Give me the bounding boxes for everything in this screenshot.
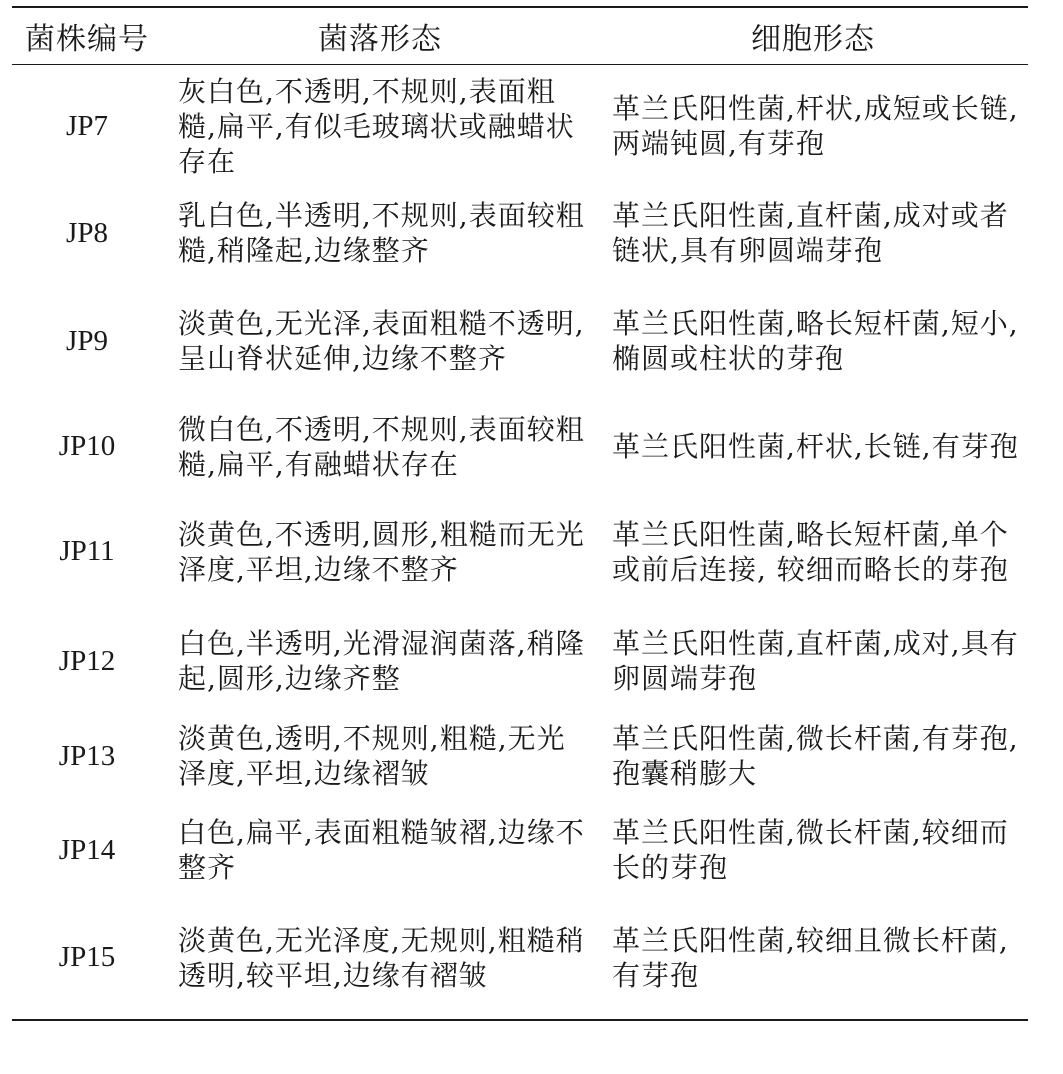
table-row [12,188,1028,279]
table-row [12,279,1028,404]
strain-id-cell: JP8 [66,216,108,249]
strain-id-cell: JP13 [58,739,116,772]
table-row [12,614,1028,709]
strain-id-cell: JP11 [59,535,115,567]
colony-morphology-cell: 淡黄色,无光泽度,无规则,粗糙稍透明,较平坦,边缘有褶皱 [162,897,598,1020]
colony-morphology-cell: 微白色,不透明,不规则,表面较粗糙,扁平,有融蜡状存在 [178,412,585,481]
strain-id-cell: JP10 [58,430,116,462]
table-row [12,490,1028,614]
table-row [12,804,1028,897]
strain-morphology-table [12,6,1028,1021]
colony-morphology-cell: 乳白色,半透明,不规则,表面较粗糙,稍隆起,边缘整齐 [178,199,585,267]
table-row [12,709,1028,804]
strain-id-cell: JP12 [58,644,116,677]
cell-morphology-cell: 革兰氏阳性菌,微长杆菌,有芽孢,孢囊稍膨大 [612,722,1019,790]
table-row [12,897,1028,1020]
colony-morphology-cell: 灰白色,不透明,不规则,表面粗糙,扁平,有似毛玻璃状或融蜡状存在 [178,74,575,178]
header-strain-id: 菌株编号 [12,7,162,65]
colony-morphology-cell: 淡黄色,透明,不规则,粗糙,无光泽度,平坦,边缘褶皱 [178,722,566,790]
table-row [12,65,1028,188]
table-row [12,404,1028,490]
colony-morphology-cell: 白色,半透明,光滑湿润菌落,稍隆起,圆形,边缘齐整 [178,627,585,695]
cell-morphology-cell: 革兰氏阳性菌,杆状,长链,有芽孢 [612,430,1019,463]
cell-morphology-cell: 革兰氏阳性菌,略长短杆菌,单个或前后连接, 较细而略长的芽孢 [612,517,1009,586]
header-cell-morphology: 细胞形态 [598,7,1028,65]
cell-morphology-cell: 革兰氏阳性菌,杆状,成短或长链,两端钝圆,有芽孢 [612,92,1019,161]
colony-morphology-cell: 淡黄色,不透明,圆形,粗糙而无光泽度,平坦,边缘不整齐 [178,517,585,586]
header-colony-morphology: 菌落形态 [162,7,598,65]
cell-morphology-cell: 革兰氏阳性菌,略长短杆菌,短小,椭圆或柱状的芽孢 [612,307,1019,375]
cell-morphology-cell: 革兰氏阳性菌,较细且微长杆菌,有芽孢 [598,897,1028,1020]
cell-morphology-cell: 革兰氏阳性菌,微长杆菌,较细而长的芽孢 [612,816,1009,884]
cell-morphology-cell: 革兰氏阳性菌,直杆菌,成对或者链状,具有卵圆端芽孢 [612,199,1009,267]
cell-morphology-cell: 革兰氏阳性菌,直杆菌,成对,具有卵圆端芽孢 [612,627,1019,695]
colony-morphology-cell: 白色,扁平,表面粗糙皱褶,边缘不整齐 [178,816,585,884]
strain-id-cell: JP7 [66,109,108,142]
colony-morphology-cell: 淡黄色,无光泽,表面粗糙不透明,呈山脊状延伸,边缘不整齐 [178,307,585,375]
strain-id-cell: JP15 [12,897,162,1020]
table-header-row [12,7,1028,65]
strain-id-cell: JP9 [66,324,108,357]
strain-id-cell: JP14 [58,833,116,866]
